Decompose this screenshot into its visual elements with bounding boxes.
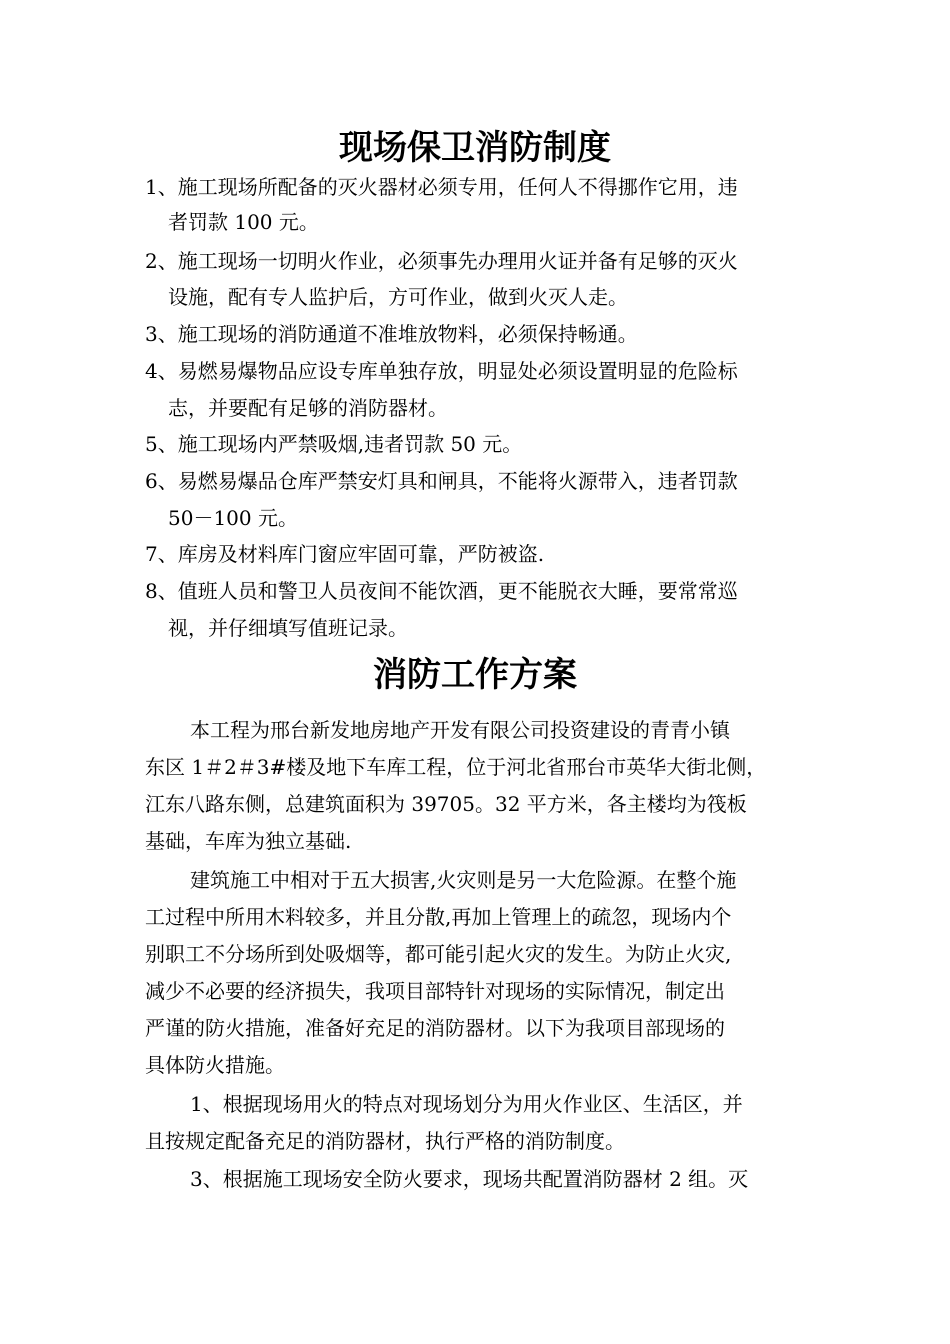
rule-item-4-line-1: 4、易燃易爆物品应设专库单独存放，明显处必须设置明显的危险标 [145, 359, 738, 383]
paragraph-2-line-4: 减少不必要的经济损失，我项目部特针对现场的实际情况，制定出 [145, 979, 725, 1003]
paragraph-4-line-1: 3、根据施工现场安全防火要求，现场共配置消防器材 2 组。灭 [190, 1167, 749, 1191]
paragraph-2-line-3: 别职工不分场所到处吸烟等，都可能引起火灾的发生。为防止火灾, [145, 942, 732, 966]
section-title-fire-work-plan: 消防工作方案 [373, 655, 577, 695]
paragraph-1-line-2: 东区 1＃2＃3#楼及地下车库工程，位于河北省邢台市英华大街北侧， [145, 755, 767, 779]
paragraph-3-line-2: 且按规定配备充足的消防器材，执行严格的消防制度。 [145, 1129, 625, 1153]
paragraph-2-line-2: 工过程中所用木料较多，并且分散,再加上管理上的疏忽，现场内个 [145, 905, 732, 929]
rule-item-8-line-2: 视，并仔细填写值班记录。 [168, 616, 408, 640]
rule-item-1-line-2: 者罚款 100 元。 [168, 210, 319, 234]
rule-item-1-line-1: 1、施工现场所配备的灭火器材必须专用，任何人不得挪作它用，违 [145, 175, 738, 199]
paragraph-1-line-4: 基础，车库为独立基础. [145, 829, 352, 853]
rule-item-6-line-1: 6、易燃易爆品仓库严禁安灯具和闸具，不能将火源带入，违者罚款 [145, 469, 738, 493]
rule-item-5-line-1: 5、施工现场内严禁吸烟,违者罚款 50 元。 [145, 432, 523, 456]
rule-item-3-line-1: 3、施工现场的消防通道不准堆放物料，必须保持畅通。 [145, 322, 638, 346]
paragraph-2-line-1: 建筑施工中相对于五大损害,火灾则是另一大危险源。在整个施 [190, 868, 737, 892]
paragraph-1-line-3: 江东八路东侧，总建筑面积为 39705。32 平方米，各主楼均为筏板 [145, 792, 747, 816]
rule-item-4-line-2: 志，并要配有足够的消防器材。 [168, 396, 448, 420]
rule-item-8-line-1: 8、值班人员和警卫人员夜间不能饮酒，更不能脱衣大睡，要常常巡 [145, 579, 738, 603]
rule-item-2-line-2: 设施，配有专人监护后，方可作业，做到火灭人走。 [168, 285, 628, 309]
paragraph-2-line-5: 严谨的防火措施，准备好充足的消防器材。以下为我项目部现场的 [145, 1016, 725, 1040]
paragraph-1-line-1: 本工程为邢台新发地房地产开发有限公司投资建设的青青小镇 [190, 718, 730, 742]
paragraph-3-line-1: 1、根据现场用火的特点对现场划分为用火作业区、生活区，并 [190, 1092, 743, 1116]
rule-item-2-line-1: 2、施工现场一切明火作业，必须事先办理用火证并备有足够的灭火 [145, 249, 738, 273]
section-title-security-fire-rules: 现场保卫消防制度 [339, 128, 611, 168]
paragraph-2-line-6: 具体防火措施。 [145, 1053, 285, 1077]
rule-item-6-line-2: 50－100 元。 [168, 506, 298, 530]
rule-item-7-line-1: 7、库房及材料库门窗应牢固可靠，严防被盗. [145, 542, 545, 566]
